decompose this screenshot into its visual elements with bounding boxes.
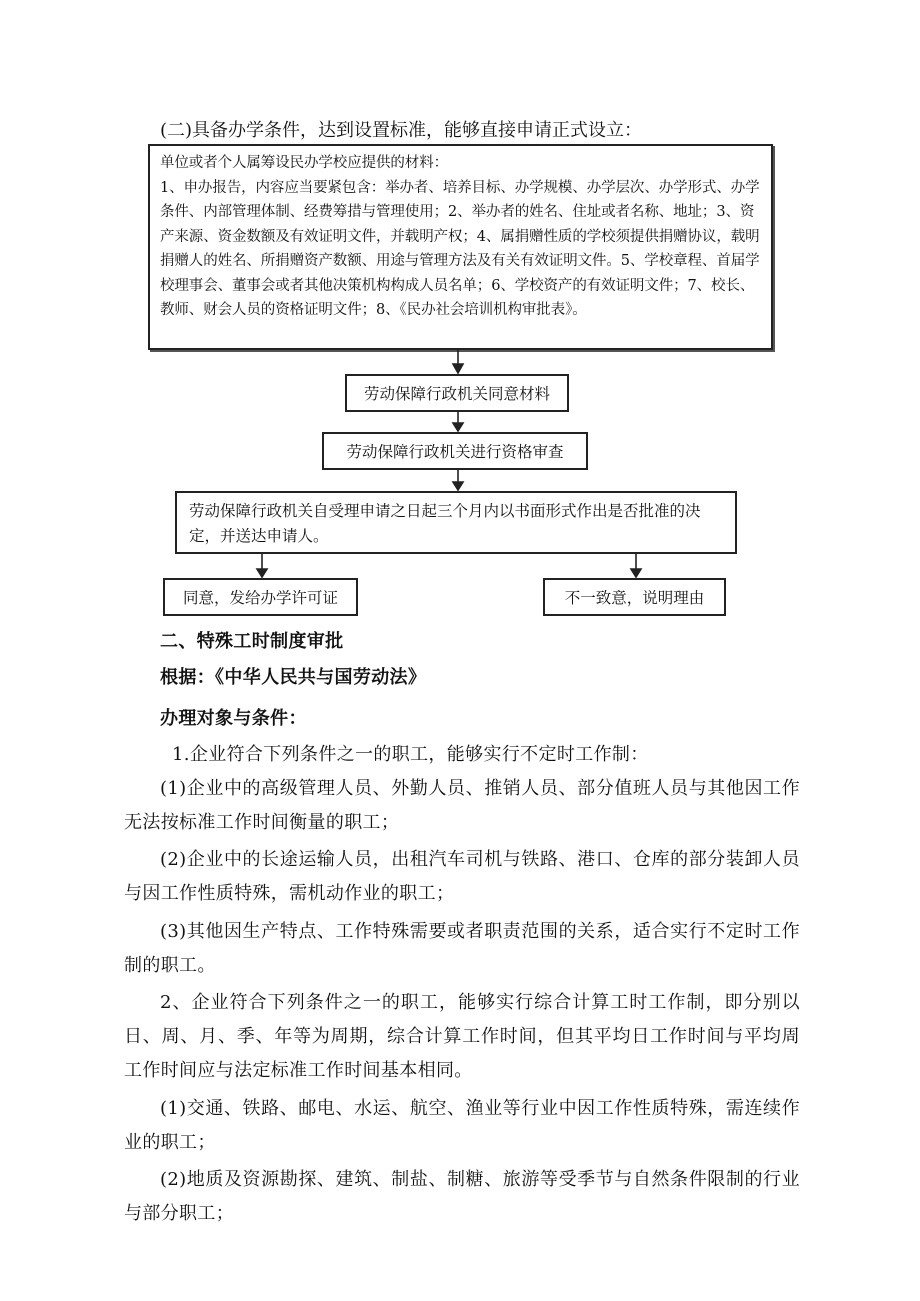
paragraph-2-2: (2)地质及资源勘探、建筑、制盐、制糖、旅游等受季节与自然条件限制的行业与部分职工； <box>124 1169 800 1224</box>
flow-step-decision: 劳动保障行政机关自受理申请之日起三个月内以书面形式作出是否批准的决定，并送达申请人。 <box>175 491 737 554</box>
flow-step-review: 劳动保障行政机关进行资格审查 <box>322 432 588 470</box>
flow-result-approve: 同意，发给办学许可证 <box>163 578 358 616</box>
paragraph-2: 2、企业符合下列条件之一的职工，能够实行综合计算工时工作制，即分别以日、周、月、季、年等为周期，综合计算工作时间，但其平均日工作时间与平均周工作时间应与法定标准工作时间基本相同。 <box>124 992 800 1081</box>
arrowhead <box>257 569 267 577</box>
paragraph-1: 1.企业符合下列条件之一的职工，能够实行不定时工作制： <box>172 744 649 765</box>
target-heading: 办理对象与条件： <box>160 708 307 729</box>
materials-title: 单位或者个人属筹设民办学校应提供的材料： <box>160 155 448 171</box>
paragraph-1-3: (3)其他因生产特点、工作特殊需要或者职责范围的关系，适合实行不定时工作制的职工。 <box>124 921 800 976</box>
intro-line: (二)具备办学条件，达到设置标准，能够直接申请正式设立： <box>160 120 643 141</box>
basis-line: 根据：《中华人民共与国劳动法》 <box>160 667 427 688</box>
materials-box <box>148 144 773 350</box>
flow-step-agree: 劳动保障行政机关同意材料 <box>345 374 569 412</box>
arrowhead <box>631 569 641 577</box>
arrowhead <box>453 482 463 490</box>
arrowhead <box>453 364 463 373</box>
flow-result-reject: 不一致意，说明理由 <box>543 578 726 616</box>
paragraph-2-1: (1)交通、铁路、邮电、水运、航空、渔业等行业中因工作性质特殊，需连续作业的职工； <box>124 1098 800 1153</box>
paragraph-1-1: (1)企业中的高级管理人员、外勤人员、推销人员、部分值班人员与其他因工作无法按标准工作时间衡量的职工； <box>124 778 800 833</box>
paragraph-1-2: (2)企业中的长途运输人员，出租汽车司机与铁路、港口、仓库的部分装卸人员与因工作性质特殊，需机动作业的职工； <box>124 849 800 904</box>
arrowhead <box>453 423 463 431</box>
materials-content: 1、申办报告，内容应当要紧包含：举办者、培养目标、办学规模、办学层次、办学形式、办学条件、内部管理体制、经费筹措与管理使用；2、举办者的姓名、住址或者名称、地址；3、资产来源、资金数额及有效证明文件，并载明产权；4、属捐赠性质的学校须提供捐赠协议，载明捐赠人的姓名、所捐赠资产数额、用途与管理方法及有关有效证明文件。5、学校章程、首届学校理事会、董事会或者其他决策机构构成人员名单；6、学校资产的有效证明文件；7、校长、教师、财会人员的资格证明文件；8、《民办社会培训机构审批表》。 <box>160 179 760 318</box>
section-heading: 二、特殊工时制度审批 <box>160 631 344 652</box>
